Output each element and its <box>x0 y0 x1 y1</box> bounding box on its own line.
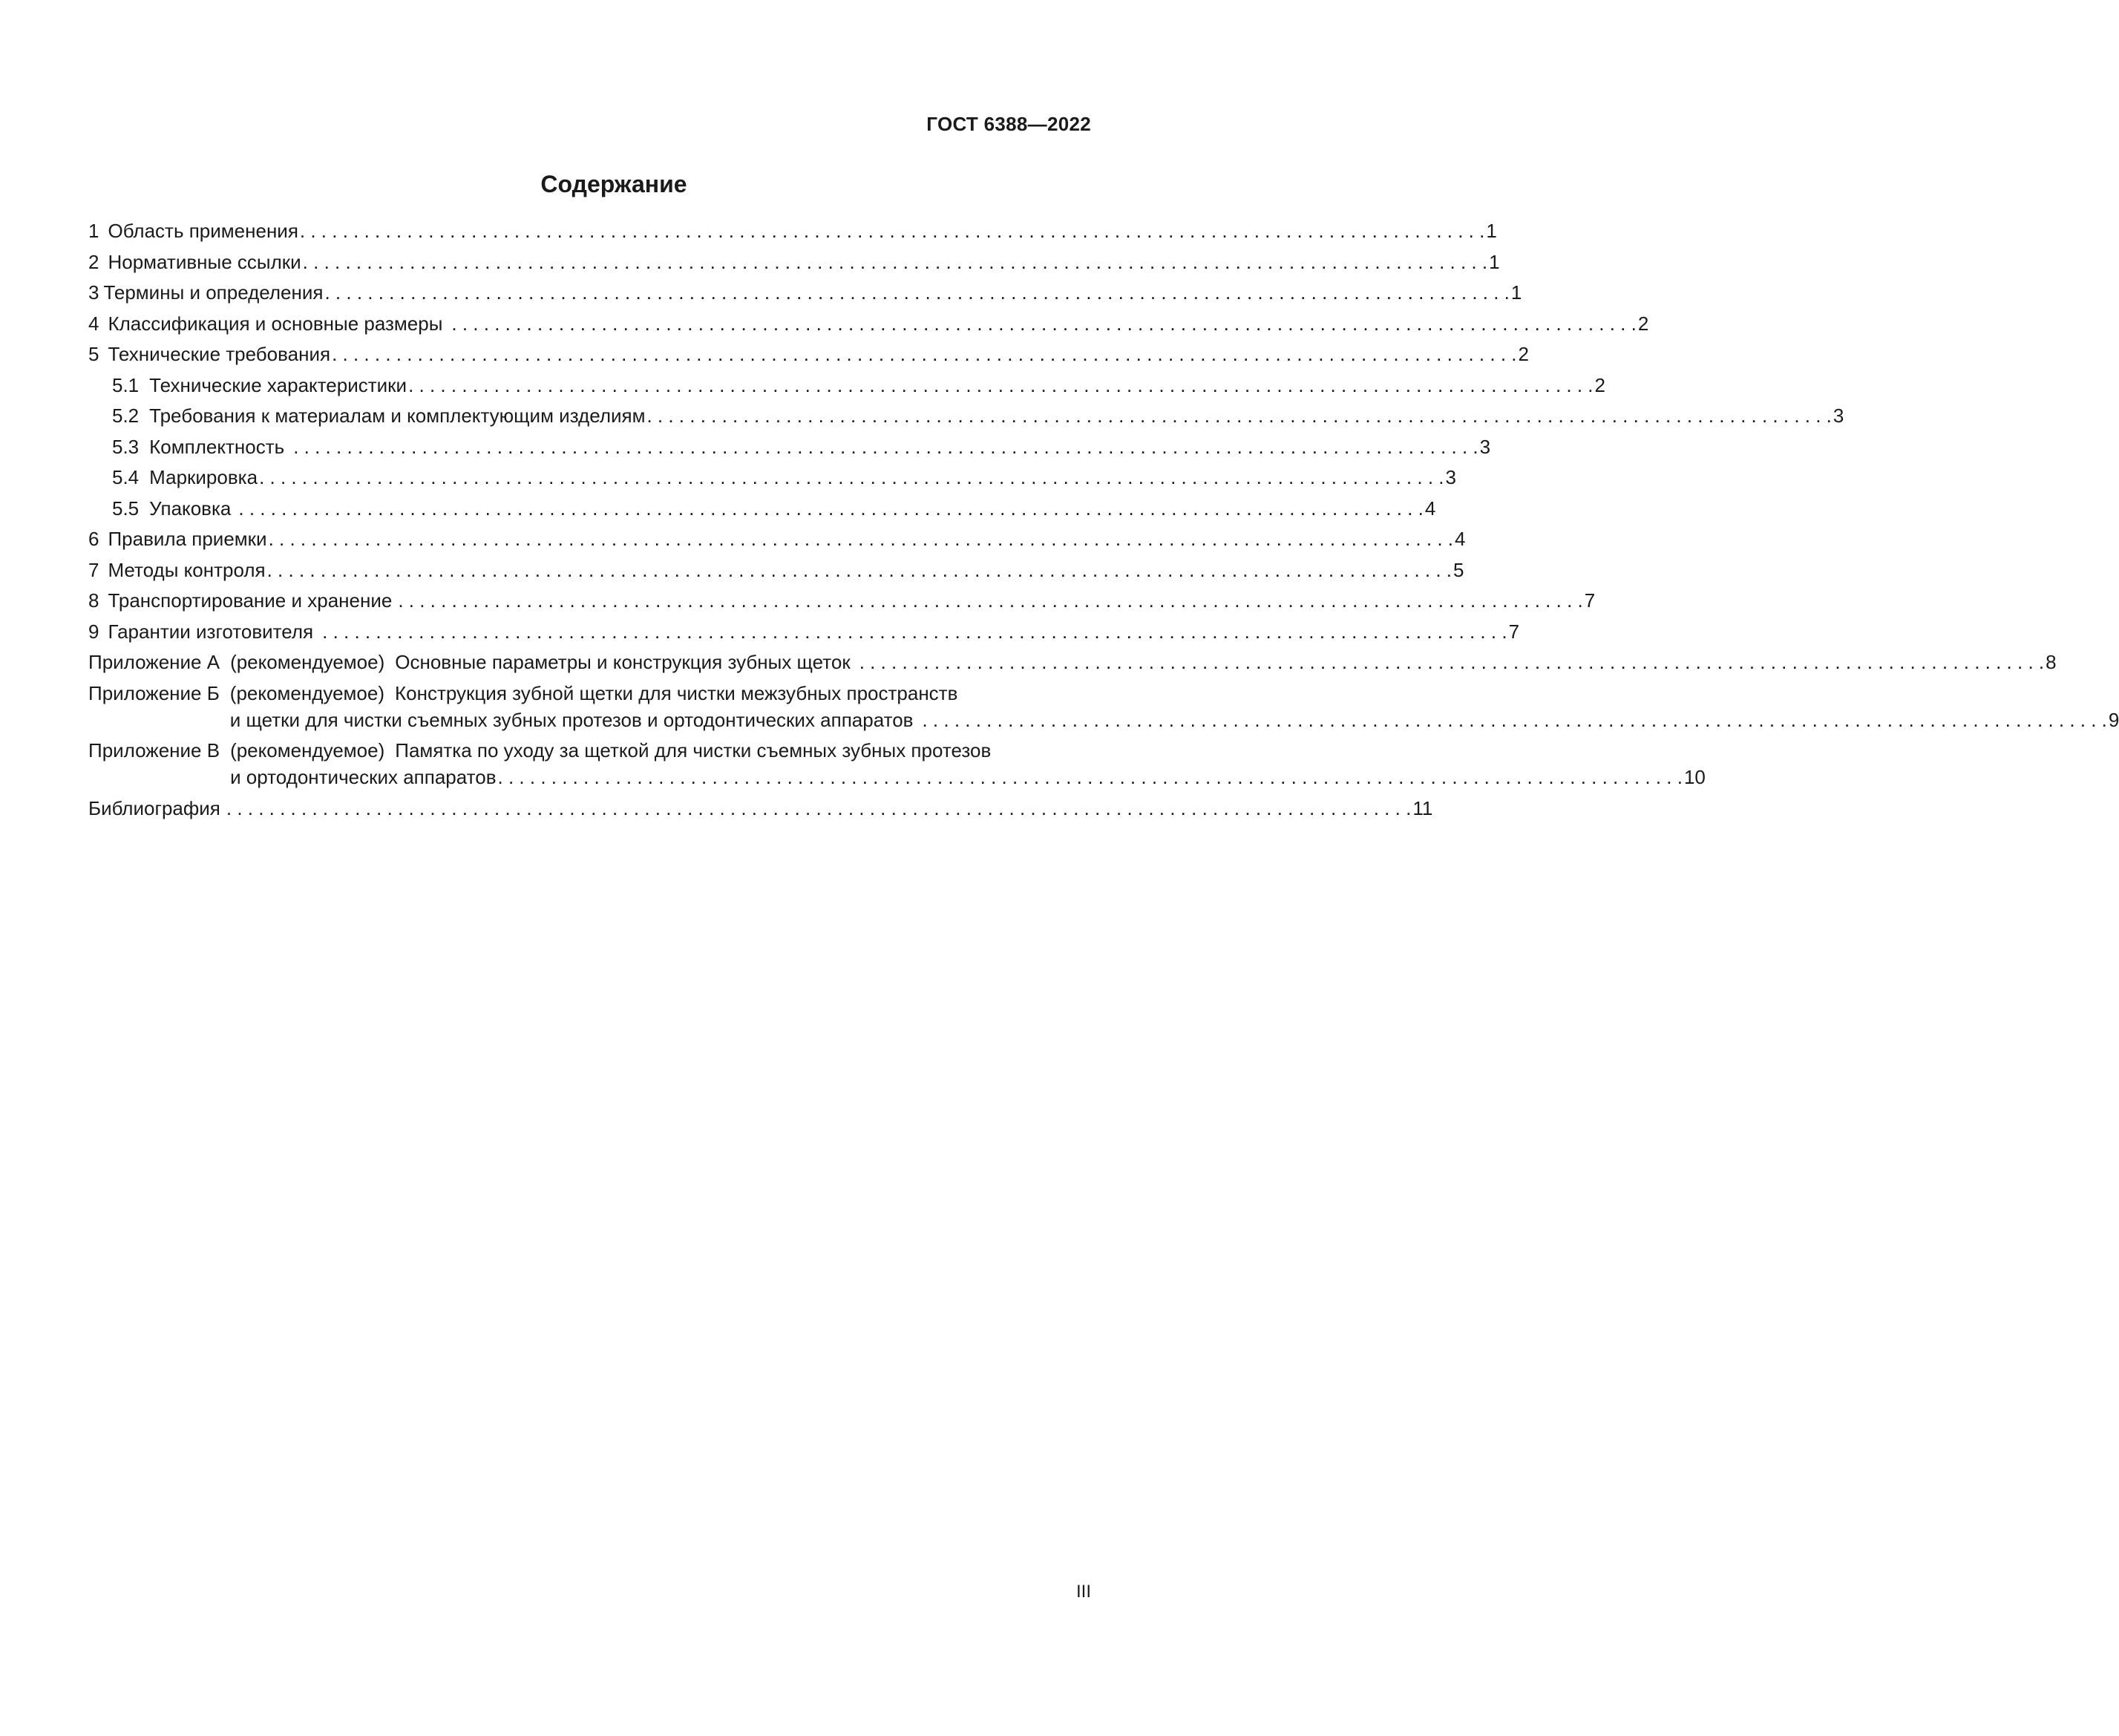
toc-entry-number: 4 <box>88 312 99 335</box>
toc-entry-number: 9 <box>88 620 99 643</box>
annex-title: Основные параметры и конструкция зубных щеток <box>395 651 851 673</box>
toc-entry-title: Упаковка <box>149 497 232 520</box>
dot-leader <box>226 795 1411 822</box>
dot-leader <box>408 372 1593 399</box>
annex-title-continued: и ортодонтических аппаратов <box>230 766 497 788</box>
annex-body <box>230 737 1706 790</box>
toc-entry-title: Нормативные ссылки <box>108 250 301 273</box>
toc-subentry[interactable] <box>88 372 1605 399</box>
toc-entry-title: Технические характеристики <box>149 373 407 396</box>
toc-entry-number: 2 <box>88 250 99 273</box>
toc-entry-page: 10 <box>1683 766 1706 788</box>
toc-entry[interactable] <box>88 279 1522 306</box>
dot-leader <box>451 310 1636 337</box>
toc-entry-page: 5 <box>1453 558 1464 581</box>
toc-entry-number: 5 <box>88 343 99 365</box>
toc-entry-page: 9 <box>2108 708 2119 731</box>
toc-entry-page: 4 <box>1455 528 1466 550</box>
annex-title-continued: и щетки для чистки съемных зубных протезов и ортодонтических аппаратов <box>229 708 914 731</box>
toc-entry[interactable] <box>88 217 1497 244</box>
toc-entry[interactable] <box>88 557 1464 583</box>
dot-leader <box>922 707 2106 733</box>
dot-leader <box>293 433 1478 460</box>
table-of-contents <box>88 217 2119 825</box>
toc-entry-number: 5.3 <box>112 435 140 458</box>
dot-leader <box>398 587 1582 614</box>
toc-annex-entry[interactable] <box>88 737 1706 790</box>
toc-entry-title: Транспортирование и хранение <box>108 589 393 612</box>
dot-leader <box>332 341 1516 367</box>
dot-leader <box>646 402 1831 429</box>
toc-entry-page: 2 <box>1594 373 1605 396</box>
toc-entry-number: 3 <box>88 281 99 304</box>
toc-entry-title: Термины и определения <box>103 281 324 304</box>
toc-title: Содержание <box>540 171 687 197</box>
annex-kind: (рекомендуемое) <box>229 681 384 704</box>
dot-leader <box>259 464 1444 491</box>
toc-subentry[interactable] <box>88 495 1436 522</box>
annex-label: Приложение А <box>88 651 220 673</box>
toc-entry-title: Классификация и основные размеры <box>108 312 443 335</box>
toc-entry-page: 3 <box>1479 435 1491 458</box>
toc-entry[interactable] <box>88 618 1520 645</box>
annex-body <box>230 649 2057 675</box>
dot-leader <box>498 764 1683 790</box>
toc-entry-number: 5.2 <box>112 404 140 427</box>
toc-entry-number: 6 <box>88 528 99 550</box>
toc-annex-entry[interactable] <box>88 649 2057 675</box>
document-code: ГОСТ 6388—2022 <box>926 113 1091 135</box>
toc-entry-page: 2 <box>1637 312 1649 335</box>
toc-entry-title: Библиография <box>88 796 220 819</box>
toc-entry-number: 5.5 <box>112 497 140 520</box>
toc-entry[interactable] <box>88 525 1466 552</box>
toc-entry-page: 3 <box>1445 466 1456 488</box>
toc-entry-page: 7 <box>1508 620 1520 643</box>
toc-entry-page: 1 <box>1489 250 1500 273</box>
toc-entry[interactable] <box>88 587 1596 614</box>
annex-line <box>230 764 1706 790</box>
dot-leader <box>859 649 2044 675</box>
annex-title: Памятка по уходу за щеткой для чистки съемных зубных протезов <box>395 739 992 761</box>
toc-entry-page: 4 <box>1424 497 1436 520</box>
toc-entry-title: Правила приемки <box>108 528 267 550</box>
annex-line <box>230 649 2057 675</box>
annex-kind: (рекомендуемое) <box>230 739 385 761</box>
toc-entry-title: Комплектность <box>149 435 285 458</box>
annex-body <box>230 680 2119 733</box>
toc-bibliography-entry[interactable] <box>88 795 1433 822</box>
dot-leader <box>324 279 1509 306</box>
dot-leader <box>303 249 1487 275</box>
toc-entry[interactable] <box>88 249 1500 275</box>
toc-subentry[interactable] <box>88 433 1491 460</box>
annex-title: Конструкция зубной щетки для чистки межзубных пространств <box>395 681 958 704</box>
toc-entry[interactable] <box>88 310 1649 337</box>
toc-entry-number: 1 <box>88 220 99 242</box>
toc-entry-number: 8 <box>88 589 99 612</box>
toc-entry-title: Методы контроля <box>108 558 266 581</box>
toc-entry-title: Область применения <box>108 220 298 242</box>
toc-entry-page: 2 <box>1518 343 1529 365</box>
toc-entry-number: 7 <box>88 558 99 581</box>
page-number: III <box>1075 1582 1091 1602</box>
toc-entry[interactable] <box>88 341 1529 367</box>
dot-leader <box>269 525 1453 552</box>
toc-entry-number: 5.1 <box>112 373 140 396</box>
toc-entry-title: Гарантии изготовителя <box>108 620 314 643</box>
dot-leader <box>238 495 1423 522</box>
toc-entry-page: 1 <box>1486 220 1497 242</box>
annex-line <box>230 737 1706 764</box>
annex-label: Приложение Б <box>88 681 220 704</box>
toc-entry-page: 1 <box>1510 281 1522 304</box>
toc-entry-page: 3 <box>1833 404 1844 427</box>
toc-entry-title: Технические требования <box>108 343 331 365</box>
toc-subentry[interactable] <box>88 402 1844 429</box>
toc-annex-entry[interactable] <box>88 680 2119 733</box>
annex-line <box>230 680 2119 707</box>
annex-label: Приложение В <box>88 739 220 761</box>
toc-entry-title: Требования к материалам и комплектующим изделиям <box>149 404 646 427</box>
toc-entry-page: 8 <box>2046 651 2057 673</box>
toc-entry-title: Маркировка <box>149 466 258 488</box>
toc-entry-page: 11 <box>1412 796 1433 819</box>
annex-kind: (рекомендуемое) <box>230 651 385 673</box>
toc-subentry[interactable] <box>88 464 1456 491</box>
dot-leader <box>322 618 1507 645</box>
dot-leader <box>267 557 1452 583</box>
dot-leader <box>300 217 1484 244</box>
annex-line <box>230 707 2119 733</box>
toc-entry-number: 5.4 <box>112 466 140 488</box>
toc-entry-page: 7 <box>1584 589 1596 612</box>
